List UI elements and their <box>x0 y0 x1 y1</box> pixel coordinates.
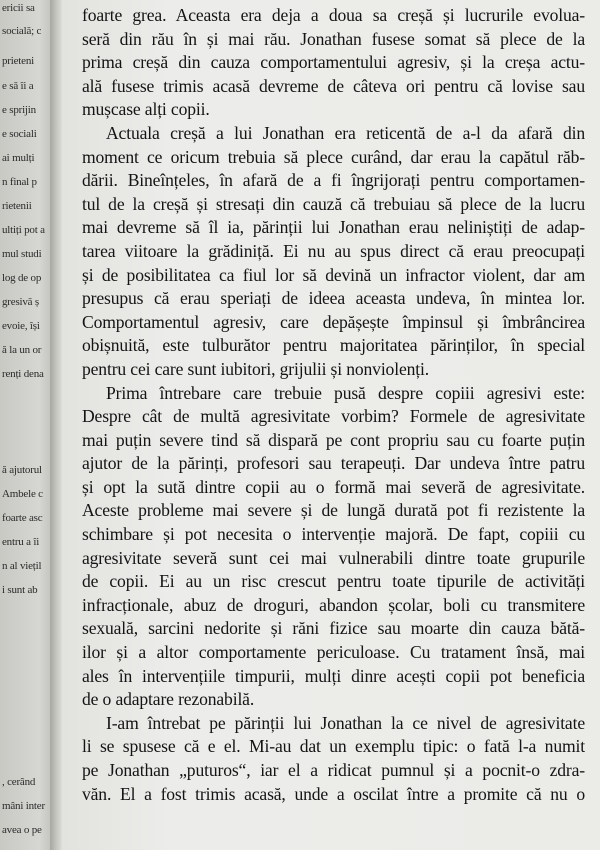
text-line: foarte grea. Aceasta era deja a doua sa creșă și lucrurile evolua- <box>82 5 585 25</box>
text-line: mai devreme să îl ia, părinții lui Jonathan erau neliniștiți de adap- <box>82 217 585 238</box>
text-line: și opt la sută dintre copii au o formă mai severă de agresivitate. <box>82 476 585 497</box>
text-line: tul de la creșă și stresați din cauză că trebuiau să plece de la lucru <box>82 193 585 214</box>
text-line: ilor și a altor comportamente periculoase. Cu tratament însă, mai <box>82 642 585 663</box>
left-page-fragment: entru a îi <box>2 536 40 548</box>
left-page-fragment: mul studi <box>2 248 42 260</box>
text-line: schimbare și pot necesita o intervenție majoră. De fapt, copiii cu <box>82 524 585 545</box>
text-line: pe Jonathan „puturos“, iar el a ridicat pumnul și a pocnit-o zdra- <box>82 760 585 780</box>
text-line: infracționale, abuz de droguri, abandon școlar, boli cu transmitere <box>82 594 585 615</box>
text-line: seră din rău în și mai rău. Jonathan fusese somat să plece de la <box>82 28 585 49</box>
left-page-fragment: rietenii <box>2 200 32 212</box>
left-page-fragment: socială; c <box>2 25 42 37</box>
left-page-fragment: e sprijin <box>2 104 36 116</box>
text-line: moment ce oricum trebuia să plece curând, dar erau la capătul răb- <box>82 146 585 167</box>
text-line: ală fusese trimis acasă devreme de câteva ori pentru că lovise sau <box>82 75 585 96</box>
text-line: ajutor de la părinți, profesori sau terapeuți. Dar undeva între patru <box>82 453 585 474</box>
left-page-fragment: renți dena <box>2 368 44 380</box>
text-line: Despre cât de multă agresivitate vorbim? Formele de agresivitate <box>82 406 585 427</box>
text-line: obișnuită, este tulburător pentru majoritatea părinților, în special <box>82 335 585 356</box>
left-page-fragment: gresivă ș <box>2 296 39 308</box>
text-line: de o adaptare rezonabilă. <box>82 689 255 710</box>
left-page-fragment: ă ajutorul <box>2 464 42 476</box>
left-page-fragment: ai mulți <box>2 152 35 164</box>
left-page-fragment: evoie, își <box>2 320 40 332</box>
text-line: Prima întrebare care trebuie pusă despre copiii agresivi este: <box>106 382 585 403</box>
text-line: sexuală, sarcini nedorite și răni fizice sau moarte din cauza bătă- <box>82 618 585 639</box>
left-page-fragment: e sociali <box>2 128 37 140</box>
left-page-fragment: , cerând <box>2 776 36 788</box>
left-page-fragment: e să îi a <box>2 80 34 92</box>
text-line: și de posibilitatea ca fiul lor să devină un infractor violent, dar am <box>82 264 585 285</box>
text-line: mai puțin severe tind să dispară pe cont propriu sau cu foarte puțin <box>82 429 585 450</box>
left-page-fragment: ericii sa <box>2 2 35 14</box>
text-line: de copii. Ei au un risc crescut pentru toate tipurile de activități <box>82 571 585 592</box>
text-line: I-am întrebat pe părinții lui Jonathan la ce nivel de agresivitate <box>106 712 585 733</box>
left-page-fragment: ă la un or <box>2 344 42 356</box>
text-line: dării. Bineînțeles, în afară de a fi îngrijorați pentru comportamen- <box>82 170 585 191</box>
left-page-fragment: n final p <box>2 176 37 188</box>
left-page-fragment: Ambele c <box>2 488 43 500</box>
left-page-fragment: log de op <box>2 272 42 284</box>
left-page-strip <box>0 0 56 850</box>
left-page-fragment: foarte asc <box>2 512 43 524</box>
text-line: prima creșă din cauza comportamentului agresiv, și la creșa actu- <box>82 52 585 73</box>
text-line: văn. El a fost trimis acasă, unde a oscilat între a promite că nu o <box>82 783 585 804</box>
text-line: presupus că erau speriați de ideea aceasta undeva, în mintea lor. <box>82 288 585 309</box>
book-page <box>62 0 600 850</box>
text-line: li se spusese că e el. Mi-au dat un exemplu tipic: o fată l-a numit <box>82 736 585 757</box>
left-page-fragment: prieteni <box>2 55 34 67</box>
text-line: Actuala creșă a lui Jonathan era reticentă de a-l da afară din <box>106 122 585 143</box>
text-line: Aceste probleme mai severe și de lungă durată pot fi rezistente la <box>82 500 585 521</box>
text-line: mușcase alți copii. <box>82 99 210 120</box>
left-page-fragment: i sunt ab <box>2 584 38 596</box>
text-line: Comportamentul agresiv, care depășește împinsul și îmbrâncirea <box>82 311 585 332</box>
text-line: tarea viitoare la grădiniță. Ei nu au spus direct că erau preocupați <box>82 240 585 261</box>
left-page-fragment: ultiți pot a <box>2 224 45 236</box>
left-page-fragment: n al viețil <box>2 560 42 572</box>
text-line: pentru cei care sunt iubitori, grijulii și nonviolenți. <box>82 358 429 379</box>
text-line: agresivitate severă sunt cei mai vulnerabili dintre toate grupurile <box>82 547 585 568</box>
text-line: ales în intervențiile timpurii, mulți dinre acești copii pot beneficia <box>82 665 585 686</box>
left-page-fragment: avea o pe <box>2 824 42 836</box>
left-page-fragment: mâni inter <box>2 800 45 812</box>
body-text <box>82 4 585 806</box>
